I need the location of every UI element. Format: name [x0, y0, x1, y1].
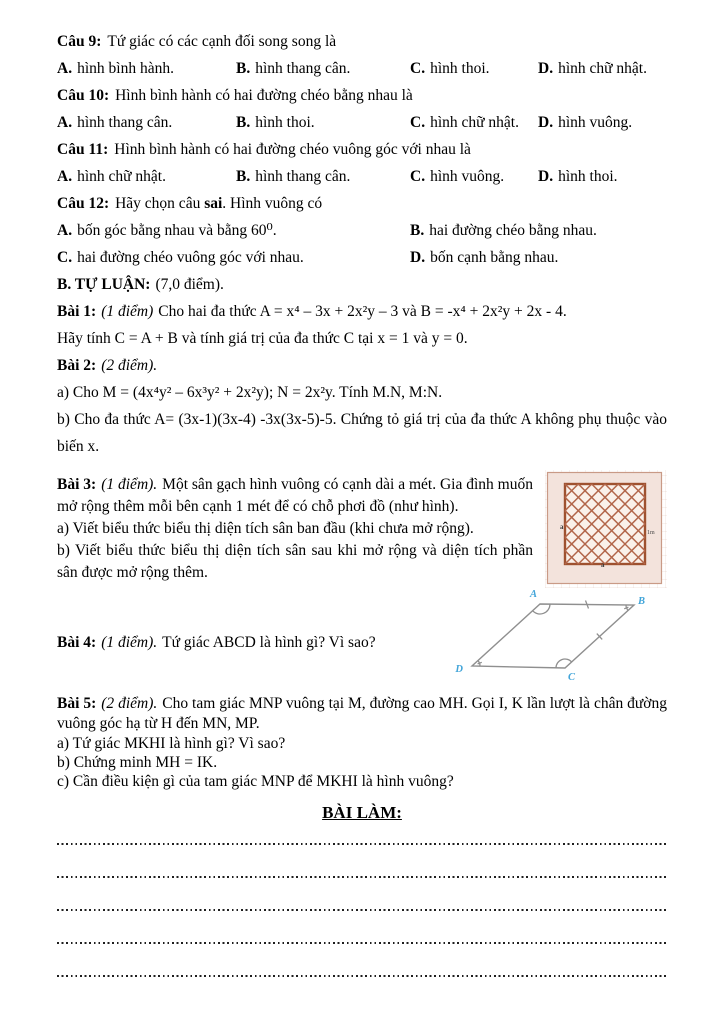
option-key: A.	[57, 60, 73, 77]
bai4-label: Bài 4:	[57, 634, 97, 651]
option-key: C.	[410, 60, 426, 77]
option-text: hình thang cân.	[255, 168, 351, 185]
answer-lines	[57, 825, 667, 985]
option-text: hình vuông.	[558, 114, 633, 131]
bai5-a-text: a) Tứ giác MKHI là hình gì? Vì sao?	[57, 735, 286, 752]
essay-header-points: (7,0 điểm).	[155, 276, 224, 293]
bai1-label: Bài 1:	[57, 303, 97, 320]
garden-side-label: a	[560, 523, 564, 531]
option-b	[410, 217, 667, 244]
options-cau12-row2	[57, 244, 667, 271]
essay-section-header	[57, 271, 667, 298]
question-text: Hình bình hành có hai đường chéo vuông góc với nhau là	[114, 141, 471, 158]
option-key: A.	[57, 114, 73, 131]
vertex-label-d: D	[455, 664, 463, 675]
parallelogram-svg	[437, 582, 667, 682]
option-key: D.	[538, 114, 554, 131]
question-cau9	[57, 28, 667, 55]
essay-header-label: B. TỰ LUẬN:	[57, 276, 151, 293]
bai3-label: Bài 3:	[57, 476, 97, 493]
vertex-label-c: C	[568, 672, 576, 682]
question-number: Câu 12:	[57, 195, 110, 212]
bai5-block	[57, 694, 667, 791]
option-key: C.	[410, 114, 426, 131]
option-text: hình chữ nhật.	[77, 168, 166, 185]
option-key: C.	[410, 168, 426, 185]
option-key: C.	[57, 249, 73, 266]
vertex-label-b: B	[638, 596, 646, 607]
option-d	[538, 163, 667, 190]
garden-bottom-label: a	[601, 561, 605, 569]
bai1-line1	[57, 298, 667, 325]
question-cau10	[57, 82, 667, 109]
option-b	[236, 55, 410, 82]
option-key: D.	[538, 60, 554, 77]
option-text: hình thoi.	[430, 60, 490, 77]
bai3-text: Một sân gạch hình vuông có cạnh dài a mét. Gia đình muốn mở rộng thêm mỗi bên cạnh 1 mét để có chỗ phơi đồ (như hình).	[57, 476, 533, 515]
option-b	[236, 109, 410, 136]
options-cau9	[57, 55, 667, 82]
option-a	[57, 217, 410, 244]
option-a	[57, 55, 236, 82]
bai5-part-b	[57, 753, 667, 772]
bai5-part-c	[57, 772, 667, 791]
bai4-text: Tứ giác ABCD là hình gì? Vì sao?	[162, 634, 376, 651]
question-text-pre: Hãy chọn câu	[115, 195, 205, 212]
option-key: B.	[410, 222, 425, 239]
question-text: Tứ giác có các cạnh đối song song là	[107, 33, 337, 50]
option-c	[410, 163, 538, 190]
bai3-a-text: a) Viết biểu thức biểu thị diện tích sân ban đầu (khi chưa mở rộng).	[57, 520, 474, 537]
question-text: Hình bình hành có hai đường chéo bằng nhau là	[115, 87, 413, 104]
bai1-text: Cho hai đa thức A = x⁴ – 3x + 2x²y – 3 và B = -x⁴ + 2x²y + 2x - 4.	[158, 303, 567, 320]
bai1-points: (1 điểm)	[101, 303, 154, 320]
bai1-line2	[57, 325, 667, 352]
option-text: hình thang cân.	[255, 60, 351, 77]
answer-line	[57, 886, 667, 919]
answer-line	[57, 853, 667, 886]
bai3-b-text: b) Viết biểu thức biểu thị diện tích sân sau khi mở rộng và diện tích phần sân được mở rộng thêm.	[57, 542, 533, 581]
bai5-text: Cho tam giác MNP vuông tại M, đường cao MH. Gọi I, K lần lượt là chân đường vuông góc hạ từ H đến MN, MP.	[57, 695, 668, 732]
parallelogram-shape	[472, 604, 634, 668]
options-cau11	[57, 163, 667, 190]
option-key: B.	[236, 114, 251, 131]
bai5-points: (2 điểm).	[101, 695, 158, 712]
question-cau12	[57, 190, 667, 217]
option-text: bốn góc bằng nhau và bằng 60⁰.	[77, 222, 277, 239]
option-text: hai đường chéo bằng nhau.	[429, 222, 597, 239]
bai3-block	[57, 474, 667, 584]
option-key: B.	[236, 168, 251, 185]
question-number: Câu 9:	[57, 33, 102, 50]
bai5-b-text: b) Chứng minh MH = IK.	[57, 754, 218, 771]
bai3-points: (1 điểm).	[101, 476, 158, 493]
parallelogram-figure	[437, 582, 667, 687]
option-text: hình vuông.	[430, 168, 505, 185]
bai5-part-a	[57, 734, 667, 753]
bai2-part-b	[57, 406, 667, 460]
option-key: A.	[57, 222, 73, 239]
question-text-post: . Hình vuông có	[222, 195, 323, 212]
answer-line	[57, 825, 667, 853]
answer-section-title	[57, 801, 667, 825]
bai5-label: Bài 5:	[57, 695, 97, 712]
option-c	[410, 109, 538, 136]
question-number: Câu 10:	[57, 87, 110, 104]
option-text: hình chữ nhật.	[558, 60, 647, 77]
garden-strip-label: 1m	[647, 530, 655, 536]
option-key: D.	[410, 249, 426, 266]
option-key: D.	[538, 168, 554, 185]
garden-figure	[545, 470, 667, 588]
question-text-bold: sai	[204, 195, 223, 212]
option-b	[236, 163, 410, 190]
answer-line	[57, 919, 667, 952]
option-text: hình chữ nhật.	[430, 114, 519, 131]
options-cau10	[57, 109, 667, 136]
answer-title-text: BÀI LÀM:	[322, 803, 402, 822]
option-text: bốn cạnh bằng nhau.	[430, 249, 559, 266]
bai2-points: (2 điểm).	[101, 357, 158, 374]
option-text: hình bình hành.	[77, 60, 174, 77]
bai4-line	[57, 632, 376, 654]
option-c	[410, 55, 538, 82]
bai2-label-line	[57, 352, 667, 379]
option-c	[57, 244, 410, 271]
bai2-part-a	[57, 379, 667, 406]
option-text: hai đường chéo vuông góc với nhau.	[77, 249, 304, 266]
option-key: B.	[236, 60, 251, 77]
bai2-label: Bài 2:	[57, 357, 97, 374]
option-text: hình thoi.	[255, 114, 315, 131]
bai4-block	[57, 588, 667, 686]
bai2-a-text: a) Cho M = (4x⁴y² – 6x³y² + 2x²y); N = 2x²y. Tính M.N, M:N.	[57, 384, 443, 401]
vertex-label-a: A	[529, 589, 537, 600]
garden-figure-svg	[545, 470, 667, 588]
option-d	[538, 109, 667, 136]
options-cau12-row1	[57, 217, 667, 244]
parallelogram-marks	[478, 601, 629, 668]
option-key: A.	[57, 168, 73, 185]
question-cau11	[57, 136, 667, 163]
option-a	[57, 163, 236, 190]
question-number: Câu 11:	[57, 141, 109, 158]
bai5-c-text: c) Cần điều kiện gì của tam giác MNP để MKHI là hình vuông?	[57, 773, 454, 790]
bai4-points: (1 điểm).	[101, 634, 158, 651]
option-a	[57, 109, 236, 136]
answer-line	[57, 952, 667, 985]
option-d	[410, 244, 667, 271]
bai1-text2: Hãy tính C = A + B và tính giá trị của đa thức C tại x = 1 và y = 0.	[57, 330, 468, 347]
option-text: hình thoi.	[558, 168, 618, 185]
bai5-paragraph	[57, 694, 667, 734]
option-d	[538, 55, 667, 82]
bai2-b-text: b) Cho đa thức A= (3x-1)(3x-4) -3x(3x-5)-5. Chứng tỏ giá trị của đa thức A không phụ thuộc vào biến x.	[57, 411, 667, 455]
option-text: hình thang cân.	[77, 114, 173, 131]
